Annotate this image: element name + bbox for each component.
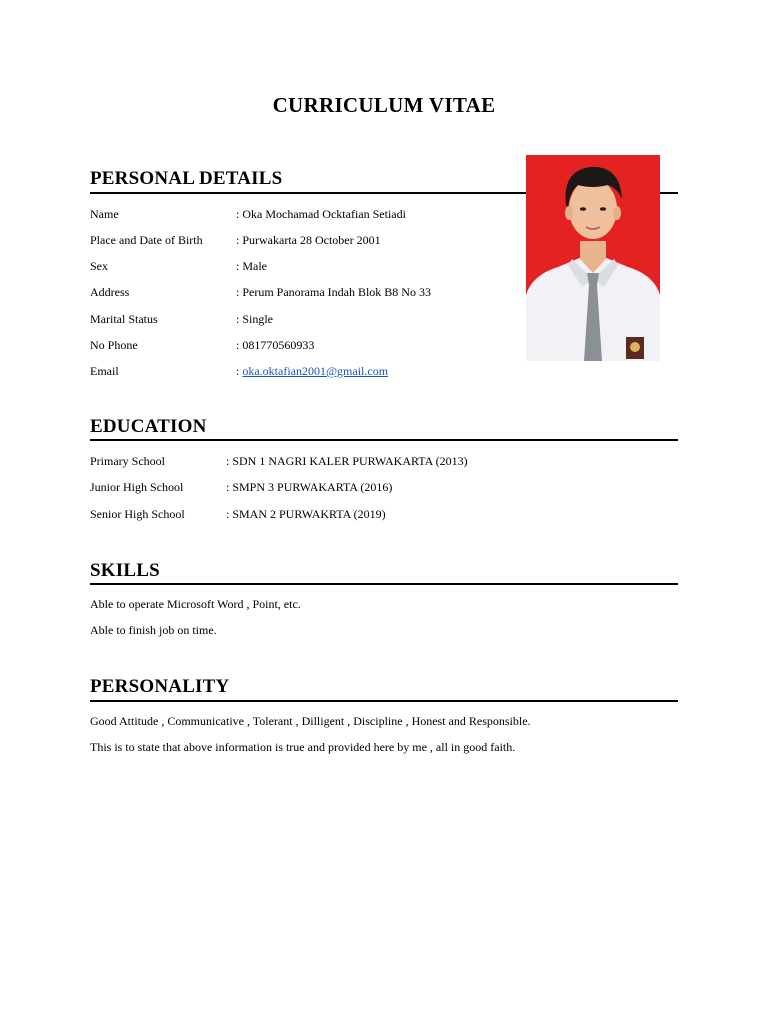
ear-left (565, 206, 573, 220)
field-label: Sex (90, 259, 108, 273)
email-link[interactable]: oka.oktafian2001@gmail.com (242, 364, 389, 378)
field-label: Name (90, 207, 119, 221)
document-title: CURRICULUM VITAE (272, 93, 496, 117)
statement-line: This is to state that above information is true and provided here by me , all in good faith. (90, 740, 516, 754)
section-divider (90, 583, 678, 585)
field-value (236, 363, 388, 379)
skill-line: Able to finish job on time. (90, 623, 217, 637)
eye-right (600, 207, 606, 211)
profile-photo (526, 155, 660, 361)
badge-emblem (630, 342, 640, 352)
field-label: Address (90, 285, 130, 299)
eye-left (580, 207, 586, 211)
field-value: : Perum Panorama Indah Blok B8 No 33 (236, 285, 431, 299)
school-name-value: : SMAN 2 PURWAKRTA (2019) (226, 507, 386, 521)
email-prefix: : (236, 364, 243, 378)
field-label: Marital Status (90, 312, 158, 326)
field-value: : Oka Mochamad Ocktafian Setiadi (236, 207, 406, 221)
face (569, 179, 617, 239)
field-label: Email (90, 364, 119, 378)
portrait-illustration (526, 155, 660, 361)
field-value: : Single (236, 312, 274, 326)
ear-right (613, 206, 621, 220)
school-level-label: Senior High School (90, 507, 185, 521)
field-label: Place and Date of Birth (90, 233, 203, 247)
school-level-label: Junior High School (90, 480, 184, 494)
field-value: : Purwakarta 28 October 2001 (236, 233, 381, 247)
education-heading: EDUCATION (90, 416, 207, 437)
section-divider (90, 700, 678, 702)
field-value: : Male (236, 259, 267, 273)
skills-heading: SKILLS (90, 560, 160, 581)
personal-details-heading: PERSONAL DETAILS (90, 168, 283, 189)
field-value: : 081770560933 (236, 338, 315, 352)
school-name-value: : SMPN 3 PURWAKARTA (2016) (226, 480, 393, 494)
personality-line: Good Attitude , Communicative , Tolerant , Dilligent , Discipline , Honest and Responsible. (90, 714, 531, 728)
school-level-label: Primary School (90, 454, 165, 468)
school-name-value: : SDN 1 NAGRI KALER PURWAKARTA (2013) (226, 454, 468, 468)
section-divider (90, 439, 678, 441)
personality-heading: PERSONALITY (90, 676, 230, 697)
field-label: No Phone (90, 338, 138, 352)
skill-line: Able to operate Microsoft Word , Point, etc. (90, 597, 301, 611)
